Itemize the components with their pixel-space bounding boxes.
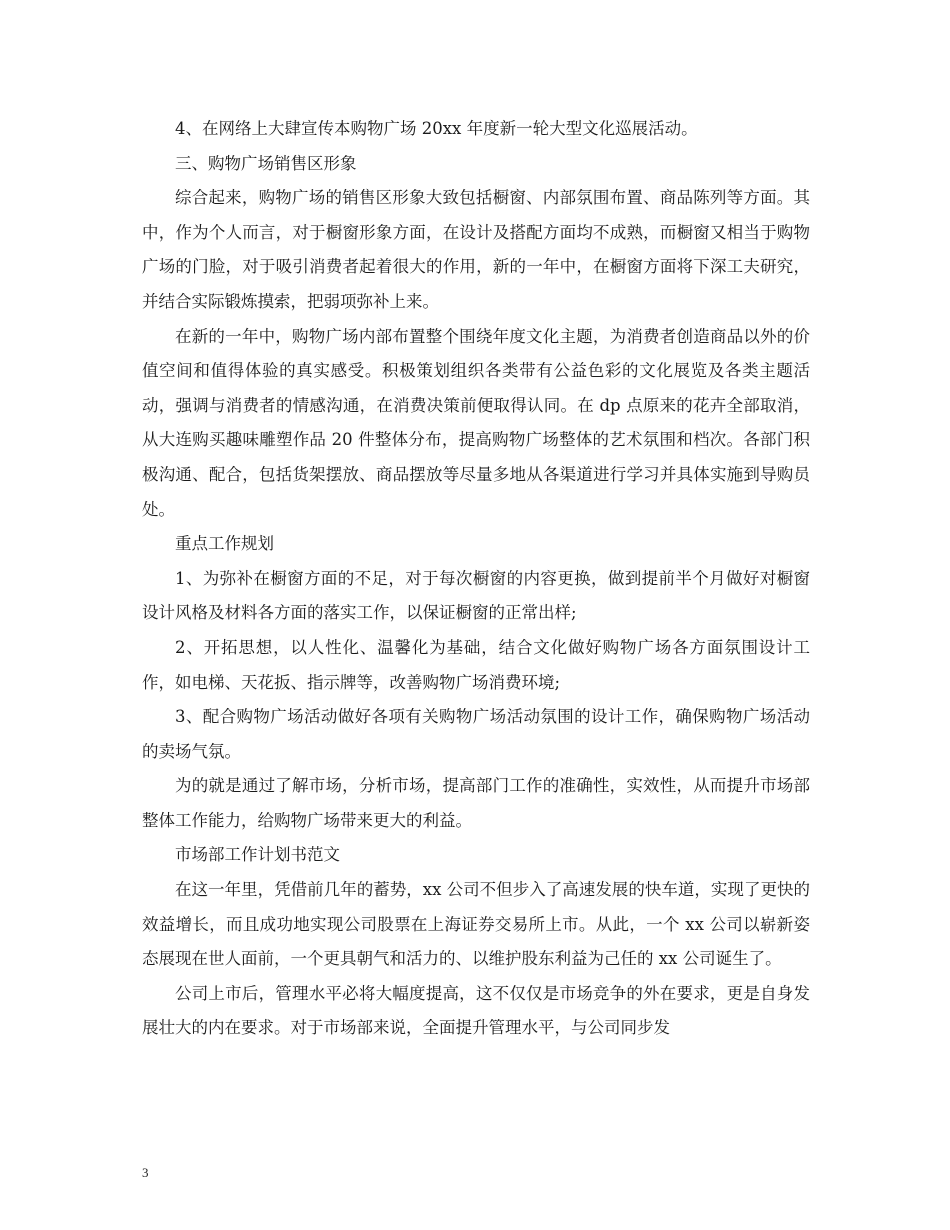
document-body: [142, 112, 810, 1046]
paragraph-11: 在这一年里，凭借前几年的蓄势，xx 公司不但步入了高速发展的快车道，实现了更快的效益增长，而且成功地实现公司股票在上海证券交易所上市。从此，一个 xx 公司以崭新姿态展现在世人面前，一个更具朝气和活力的、以维护股东利益为己任的 xx 公司诞生了。: [142, 880, 810, 969]
paragraph-1: 4、在网络上大肆宣传本购物广场 20xx 年度新一轮大型文化巡展活动。: [175, 119, 698, 138]
paragraph-8: 3、配合购物广场活动做好各项有关购物广场活动氛围的设计工作，确保购物广场活动的卖场气氛。: [142, 707, 810, 761]
page-number: 3: [142, 1165, 149, 1180]
paragraph-4: 在新的一年中，购物广场内部布置整个围绕年度文化主题，为消费者创造商品以外的价值空间和值得体验的真实感受。积极策划组织各类带有公益色彩的文化展览及各类主题活动，强调与消费者的情感沟通，在消费决策前便取得认同。在 dp 点原来的花卉全部取消，从大连购买趣味雕塑作品 20 件整体分布，提高购物广场整体的艺术氛围和档次。各部门积极沟通、配合，包括货架摆放、商品摆放等尽量多地从各渠道进行学习并具体实施到导购员处。: [142, 326, 810, 519]
paragraph-3: 综合起来，购物广场的销售区形象大致包括橱窗、内部氛围布置、商品陈列等方面。其中，作为个人而言，对于橱窗形象方面，在设计及搭配方面均不成熟，而橱窗又相当于购物广场的门脸，对于吸引消费者起着很大的作用，新的一年中，在橱窗方面将下深工夫研究，并结合实际锻炼摸索，把弱项弥补上来。: [142, 188, 810, 311]
paragraph-7: 2、开拓思想，以人性化、温馨化为基础，结合文化做好购物广场各方面氛围设计工作，如电梯、天花扳、指示牌等，改善购物广场消费环境;: [142, 637, 810, 692]
section-heading-plan-sample: 市场部工作计划书范文: [175, 845, 340, 865]
paragraph-9: 为的就是通过了解市场，分析市场，提高部门工作的准确性，实效性，从而提升市场部整体工作能力，给购物广场带来更大的利益。: [142, 776, 810, 830]
section-heading-key-work: 重点工作规划: [175, 534, 274, 554]
section-heading-sales-area: 三、购物广场销售区形象: [175, 153, 357, 173]
paragraph-12: 公司上市后，管理水平必将大幅度提高，这不仅仅是市场竞争的外在要求，更是自身发展壮大的内在要求。对于市场部来说，全面提升管理水平，与公司同步发: [142, 983, 810, 1038]
paragraph-6: 1、为弥补在橱窗方面的不足，对于每次橱窗的内容更换，做到提前半个月做好对橱窗设计风格及材料各方面的落实工作，以保证橱窗的正常出样;: [142, 568, 810, 623]
